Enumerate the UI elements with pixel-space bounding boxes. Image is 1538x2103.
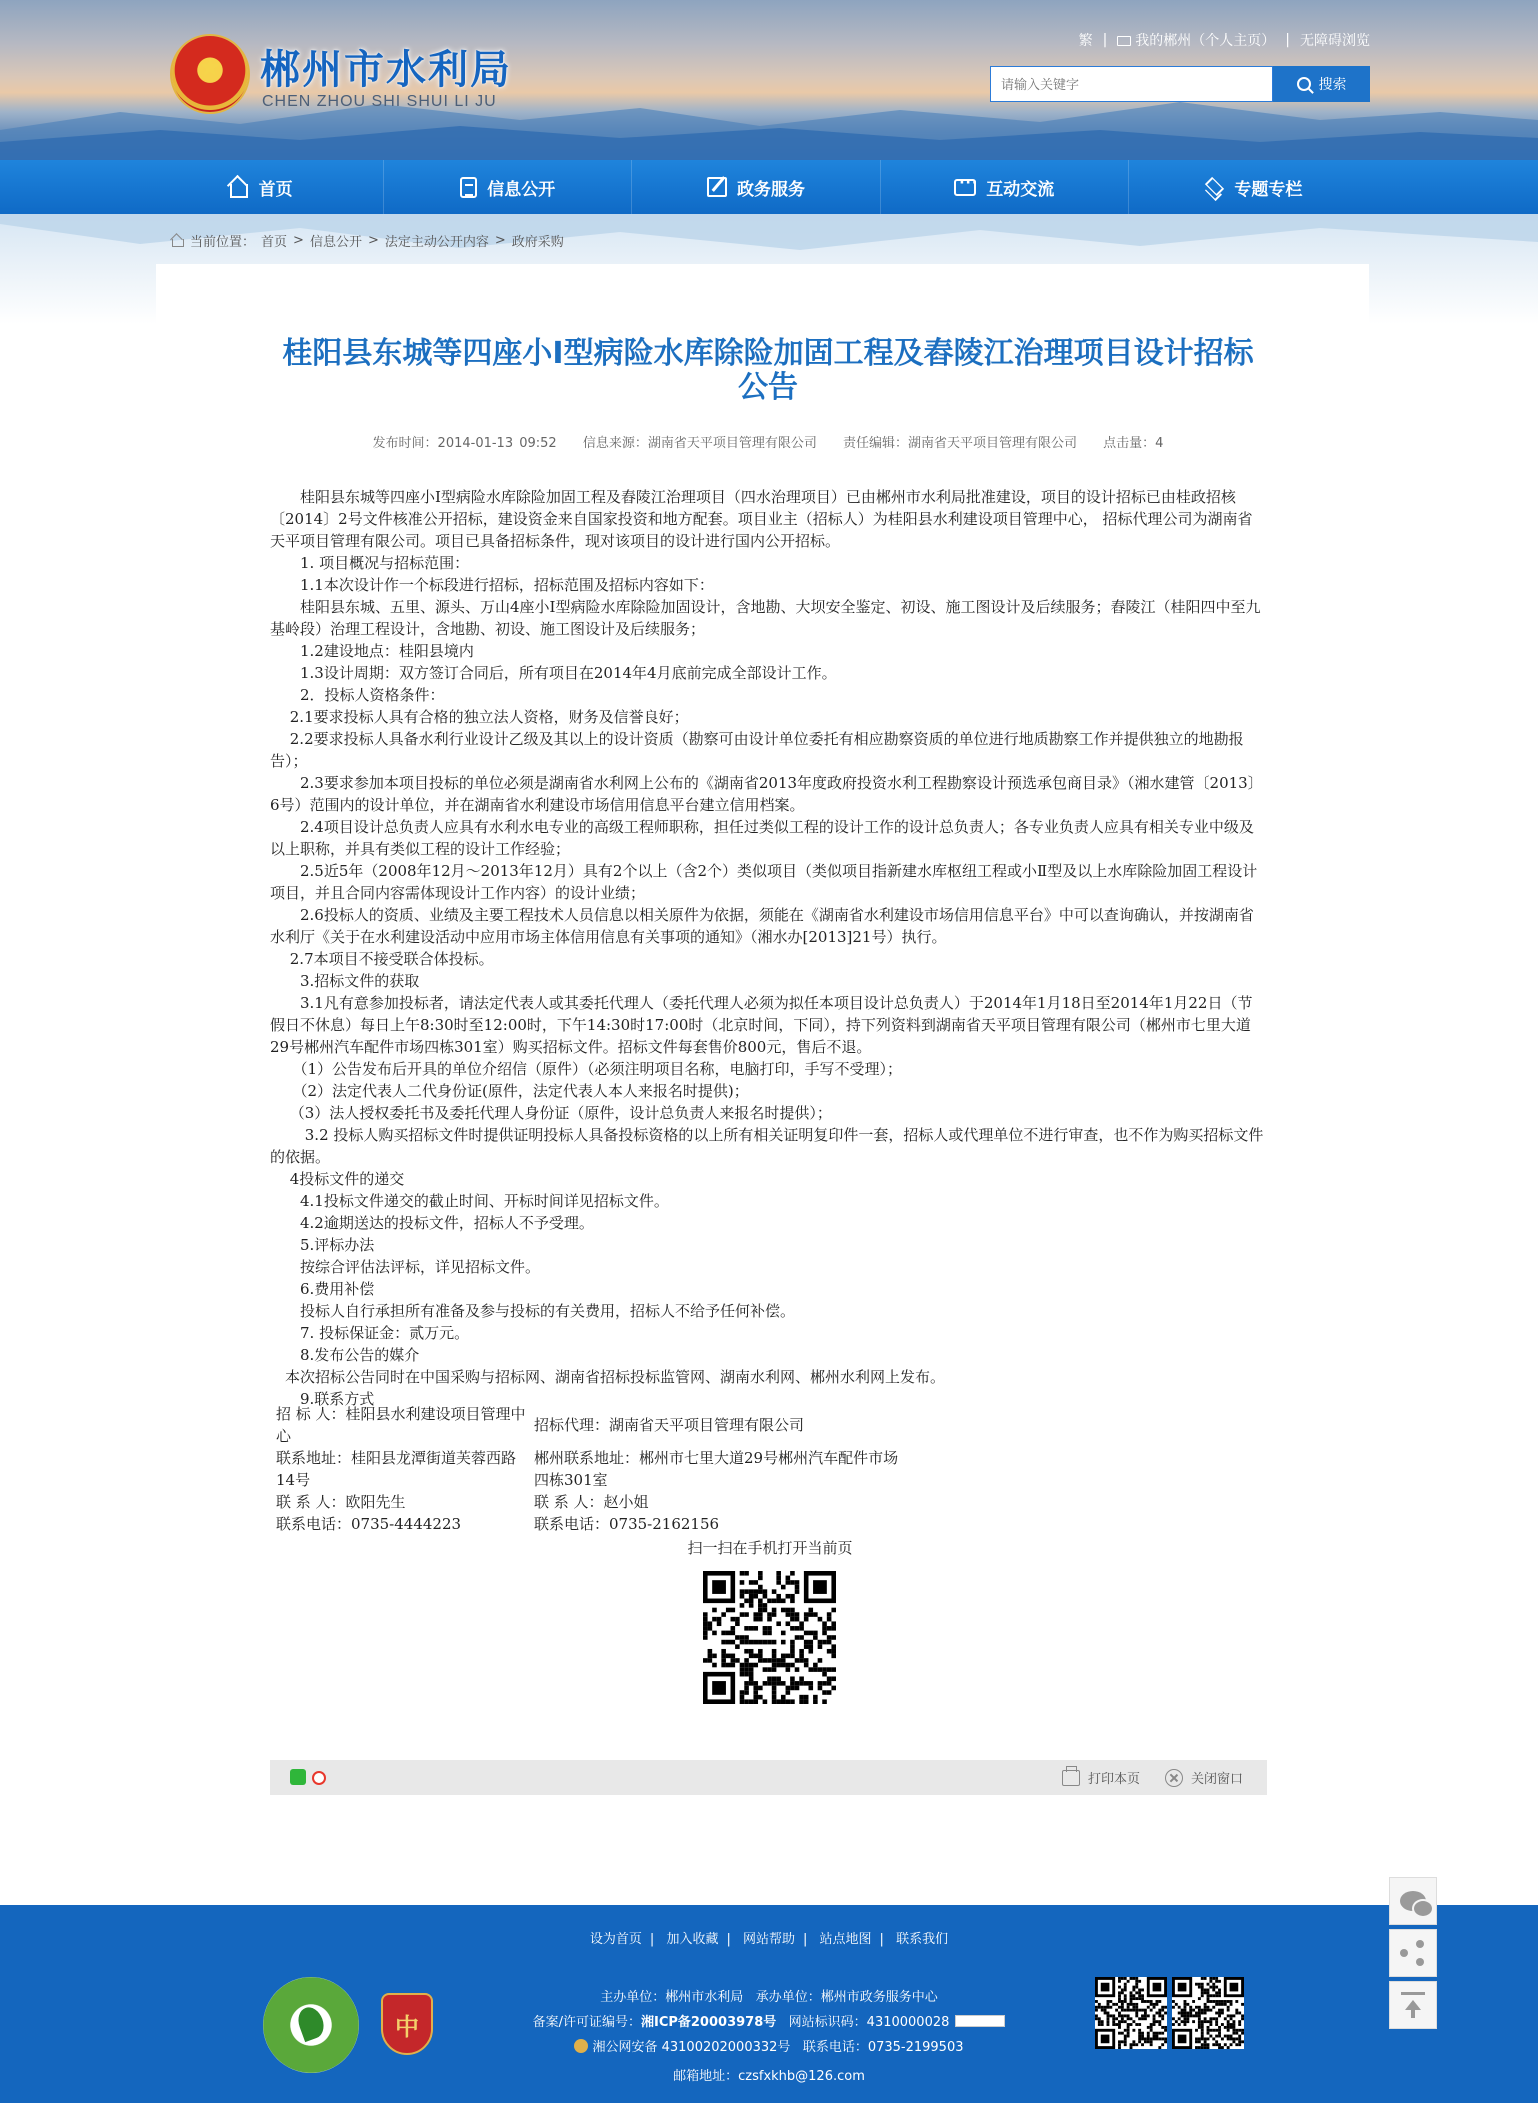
article-title: 桂阳县东城等四座小Ⅰ型病险水库除险加固工程及舂陵江治理项目设计招标公告 xyxy=(282,336,1254,405)
breadcrumb-separator: > xyxy=(367,233,379,248)
search-box xyxy=(990,66,1273,102)
article-paragraph: 6.费用补偿 xyxy=(270,1280,375,1298)
article-paragraph: 投标人自行承担所有准备及参与投标的有关费用，招标人不给予任何补偿。 xyxy=(270,1302,796,1320)
separator: | xyxy=(1285,32,1290,48)
footer-line-host xyxy=(0,1985,1538,2010)
monitor-icon xyxy=(1117,36,1131,46)
wechat-share-icon[interactable] xyxy=(290,1769,306,1785)
float-share-button[interactable] xyxy=(1389,1929,1437,1977)
separator: | xyxy=(649,1932,655,1947)
page-qr-code xyxy=(703,1571,836,1704)
footer-host: 主办单位：郴州市水利局 xyxy=(600,1990,744,2005)
article-paragraph: 7. 投标保证金：贰万元。 xyxy=(270,1324,470,1342)
weibo-share-icon[interactable] xyxy=(312,1771,326,1785)
footer-organizer: 承办单位：郴州市政务服务中心 xyxy=(755,1990,938,2005)
nav-item-interaction[interactable] xyxy=(881,160,1129,214)
article-paragraph: （3）法人授权委托书及委托代理人身份证（原件，设计总负责人来报名时提供）； xyxy=(270,1104,832,1122)
article-paragraph: 1.2建设地点：桂阳县境内 xyxy=(270,642,474,660)
contact-row xyxy=(276,1513,906,1535)
hit-count: 点击量：4 xyxy=(1103,436,1164,451)
footer-icp[interactable]: 湘ICP备20003978号 xyxy=(640,2015,777,2030)
nav-item-home[interactable] xyxy=(136,160,384,214)
back-to-top-icon xyxy=(1401,1992,1425,2018)
article-paragraph: 桂阳县东城等四座小Ⅰ型病险水库除险加固工程及舂陵江治理项目（四水治理项目）已由郴州市水利局批准建设，项目的设计招标已由桂政招核〔2014〕2号文件核准公开招标，建设资金来自国家投资和地方配套。项目业主（招标人）为桂阳县水利建设项目管理中心， 招标代理公司为湖南省天平项目管理有限公司。项目已具备招标条件，现对该项目的设计进行国内公开招标。 xyxy=(270,488,1253,550)
article-paragraph: 4投标文件的递交 xyxy=(270,1170,405,1188)
search-input[interactable] xyxy=(991,67,1272,101)
print-page-label: 打印本页 xyxy=(1088,1772,1141,1787)
site-footer xyxy=(0,1905,1538,2103)
footer-links xyxy=(0,1928,1538,1947)
article-paragraph: 2.6投标人的资质、业绩及主要工程技术人员信息以相关原件为依据，须能在《湖南省水利建设市场信用信息平台》中可以查询确认，并按湖南省水利厅《关于在水利建设活动中应用市场主体信用信息有关事项的通知》（湘水办[2013]21号）执行。 xyxy=(270,906,1254,946)
contact-table xyxy=(276,1403,906,1535)
footer-link-contact[interactable]: 联系我们 xyxy=(896,1932,949,1947)
nav-item-label: 首页 xyxy=(258,179,293,200)
footer-site-code: 网站标识码：4310000028 xyxy=(788,2015,950,2030)
site-pinyin: CHEN ZHOU SHI SHUI LI JU xyxy=(262,93,497,110)
article-paragraph: 2．投标人资格条件： xyxy=(270,686,445,704)
home-icon xyxy=(227,176,249,198)
article-paragraph: 2.7本项目不接受联合体投标。 xyxy=(270,950,494,968)
publish-time: 发布时间：2014-01-13 09:52 xyxy=(372,436,557,451)
footer-line-police xyxy=(0,2035,1538,2060)
article-paragraph: 2.5近5年（2008年12月～2013年12月）具有2个以上（含2个）类似项目（类似项目指新建水库枢纽工程或小Ⅱ型及以上水库除险加固工程设计项目，并且合同内容需体现设计工作内容）的设计业绩； xyxy=(270,862,1258,902)
article-paragraph: 桂阳县东城、五里、源头、万山4座小Ⅰ型病险水库除险加固设计，含地勘、大坝安全鉴定、初设、施工图设计及后续服务；舂陵江（桂阳四中至九基岭段）治理工程设计，含地勘、初设、施工图设计及后续服务； xyxy=(270,598,1261,638)
footer-line-icp xyxy=(0,2010,1538,2035)
article-paragraph: 3.1凡有意参加投标者，请法定代表人或其委托代理人（委托代理人必须为拟任本项目设计总负责人）于2014年1月18日至2014年1月22日（节假日不休息）每日上午8:30时至12:00时，下午14:30时17:00时（北京时间，下同），持下列资料到湖南省天平项目管理有限公司（郴州市七里大道29号郴州汽车配件市场四栋301室）购买招标文件。招标文件每套售价800元，售后不退。 xyxy=(270,994,1253,1056)
traditional-chinese-link[interactable]: 繁 xyxy=(1078,33,1093,49)
article-body xyxy=(270,486,1267,1410)
site-header xyxy=(0,0,1538,160)
national-emblem-logo: ★ xyxy=(172,36,248,112)
footer-police[interactable]: 湘公网安备 43100202000332号 xyxy=(592,2040,791,2055)
qr-caption: 扫一扫在手机打开当前页 xyxy=(687,1539,853,1557)
footer-info xyxy=(0,1985,1538,2089)
contact-cell: 联系电话：0735-2162156 xyxy=(534,1515,720,1533)
info-source: 信息来源：湖南省天平项目管理有限公司 xyxy=(582,436,817,451)
breadcrumb-prefix: 当前位置： xyxy=(190,235,256,250)
contact-cell: 招 标 人：桂阳县水利建设项目管理中心 xyxy=(276,1405,526,1445)
search-button[interactable] xyxy=(1273,66,1370,102)
contact-cell: 郴州联系地址：郴州市七里大道29号郴州汽车配件市场四栋301室 xyxy=(534,1449,899,1489)
main-nav-items xyxy=(136,160,1376,214)
article-paragraph: 本次招标公告同时在中国采购与招标网、湖南省招标投标监管网、湖南水利网、郴州水利网上发布。 xyxy=(270,1368,946,1386)
article-paragraph: 2.1要求投标人具有合格的独立法人资格，财务及信誉良好； xyxy=(270,708,689,726)
footer-phone: 联系电话：0735-2199503 xyxy=(802,2040,964,2055)
accessible-browse-link[interactable]: 无障碍浏览 xyxy=(1300,33,1370,49)
police-badge-icon xyxy=(574,2039,588,2053)
nav-item-label: 互动交流 xyxy=(986,179,1055,200)
share-icon xyxy=(1400,1940,1426,1966)
float-wechat-button[interactable] xyxy=(1389,1877,1437,1925)
nav-item-gov-services[interactable] xyxy=(632,160,880,214)
article-paragraph: 2.2要求投标人具备水利行业设计乙级及其以上的设计资质（勘察可由设计单位委托有相应勘察资质的单位进行地质勘察工作并提供独立的地勘报告）； xyxy=(270,730,1244,770)
footer-link-bookmark[interactable]: 加入收藏 xyxy=(666,1932,719,1947)
close-window-button[interactable] xyxy=(1165,1768,1243,1787)
footer-link-help[interactable]: 网站帮助 xyxy=(742,1932,795,1947)
separator: | xyxy=(1102,32,1108,48)
nav-item-label: 信息公开 xyxy=(487,179,556,200)
contact-cell: 联 系 人：赵小姐 xyxy=(534,1493,649,1511)
contact-cell: 联 系 人：欧阳先生 xyxy=(276,1493,406,1511)
nav-item-info-disclosure[interactable] xyxy=(384,160,632,214)
responsible-editor: 责任编辑：湖南省天平项目管理有限公司 xyxy=(843,436,1078,451)
article-paragraph: 8.发布公告的媒介 xyxy=(270,1346,420,1364)
contact-row xyxy=(276,1447,906,1491)
close-icon xyxy=(1165,1769,1183,1787)
layers-icon xyxy=(1202,176,1224,198)
article-paragraph: 4.1投标文件递交的截止时间、开标时间详见招标文件。 xyxy=(270,1192,669,1210)
article-paragraph: （2）法定代表人二代身份证(原件，法定代表人本人来报名时提供)； xyxy=(270,1082,749,1100)
article-paragraph: 1.1本次设计作一个标段进行招标，招标范围及招标内容如下： xyxy=(270,576,714,594)
footer-email: 邮箱地址：czsfxkhb@126.com xyxy=(673,2069,865,2084)
nav-item-label: 专题专栏 xyxy=(1234,179,1303,200)
nav-item-special-topics[interactable] xyxy=(1129,160,1376,214)
contact-cell: 联系地址：桂阳县龙潭街道芙蓉西路14号 xyxy=(276,1449,517,1489)
footer-icp-label: 备案/许可证编号： xyxy=(532,2015,641,2030)
wechat-icon xyxy=(1400,1891,1426,1911)
contact-row xyxy=(276,1491,906,1513)
footer-qr-code xyxy=(1095,1977,1167,2049)
article-paragraph: （1）公告发布后开具的单位介绍信（原件）（必须注明项目名称，电脑打印，手写不受理）； xyxy=(270,1060,903,1078)
breadcrumb xyxy=(170,231,564,250)
article-paragraph: 1.3设计周期：双方签订合同后，所有项目在2014年4月底前完成全部设计工作。 xyxy=(270,664,837,682)
my-chenzhou-link[interactable] xyxy=(1117,30,1275,50)
article-paragraph: 9.联系方式 xyxy=(270,1390,375,1408)
document-icon xyxy=(460,177,477,198)
print-page-button[interactable] xyxy=(1062,1768,1140,1787)
article-paragraph: 5.评标办法 xyxy=(270,1236,375,1254)
top-links xyxy=(1079,30,1370,50)
contact-cell: 招标代理：湖南省天平项目管理有限公司 xyxy=(534,1416,805,1434)
site-title[interactable]: 郴州市水利局 xyxy=(260,47,512,93)
separator: | xyxy=(879,1932,884,1947)
home-icon xyxy=(170,234,184,247)
search-button-label: 搜索 xyxy=(1318,77,1347,93)
contact-row xyxy=(276,1403,906,1447)
chat-icon xyxy=(954,179,976,196)
separator: | xyxy=(726,1932,731,1947)
back-to-top-button[interactable] xyxy=(1389,1981,1437,2029)
printer-icon xyxy=(1062,1770,1080,1786)
breadcrumb-item[interactable]: 首页 xyxy=(261,235,288,250)
close-window-label: 关闭窗口 xyxy=(1191,1772,1244,1787)
article-paragraph: 4.2逾期送达的投标文件，招标人不予受理。 xyxy=(270,1214,594,1232)
footer-link-sitemap[interactable]: 站点地图 xyxy=(819,1932,872,1947)
article-paragraph: 1. 项目概况与招标范围： xyxy=(270,554,470,572)
share-bar xyxy=(270,1760,1267,1795)
badge-glyph: 中 xyxy=(395,2013,419,2041)
article-paragraph: 3.2 投标人购买招标文件时提供证明投标人具备投标资格的以上所有相关证明复印件一套，招标人或代理单位不进行审查，也不作为购买招标文件的依据。 xyxy=(270,1126,1264,1166)
search-icon xyxy=(1297,77,1311,91)
contact-cell: 联系电话：0735-4444223 xyxy=(276,1515,462,1533)
breadcrumb-item[interactable]: 法定主动公开内容 xyxy=(384,235,489,250)
separator: | xyxy=(803,1932,808,1947)
article-paragraph: 按综合评估法评标，详见招标文件。 xyxy=(270,1258,541,1276)
main-nav xyxy=(0,160,1538,214)
article-paragraph: 2.3要求参加本项目投标的单位必须是湖南省水利网上公布的《湖南省2013年度政府投资水利工程勘察设计预选承包商目录》（湘水建管〔2013〕6号）范围内的设计单位，并在湖南省水利建设市场信用信息平台建立信用档案。 xyxy=(270,774,1263,814)
edit-icon xyxy=(707,177,727,197)
breadcrumb-separator: > xyxy=(293,233,304,248)
breadcrumb-item[interactable]: 信息公开 xyxy=(309,235,362,250)
footer-line-email xyxy=(0,2064,1538,2089)
my-chenzhou-label: 我的郴州（个人主页） xyxy=(1135,33,1276,49)
breadcrumb-item[interactable]: 政府采购 xyxy=(511,235,564,250)
article-paragraph: 2.4项目设计总负责人应具有水利水电专业的高级工程师职称，担任过类似工程的设计工作的设计总负责人；各专业负责人应具有相关专业中级及以上职称，并具有类似工程的设计工作经验； xyxy=(270,818,1254,858)
site-code-icon xyxy=(955,2015,1005,2027)
breadcrumb-separator: > xyxy=(494,233,506,248)
article-paragraph: 3.招标文件的获取 xyxy=(270,972,420,990)
article-meta xyxy=(270,432,1266,451)
footer-link-set-home[interactable]: 设为首页 xyxy=(589,1932,642,1947)
footer-qr-code xyxy=(1172,1977,1244,2049)
nav-item-label: 政务服务 xyxy=(737,179,805,200)
